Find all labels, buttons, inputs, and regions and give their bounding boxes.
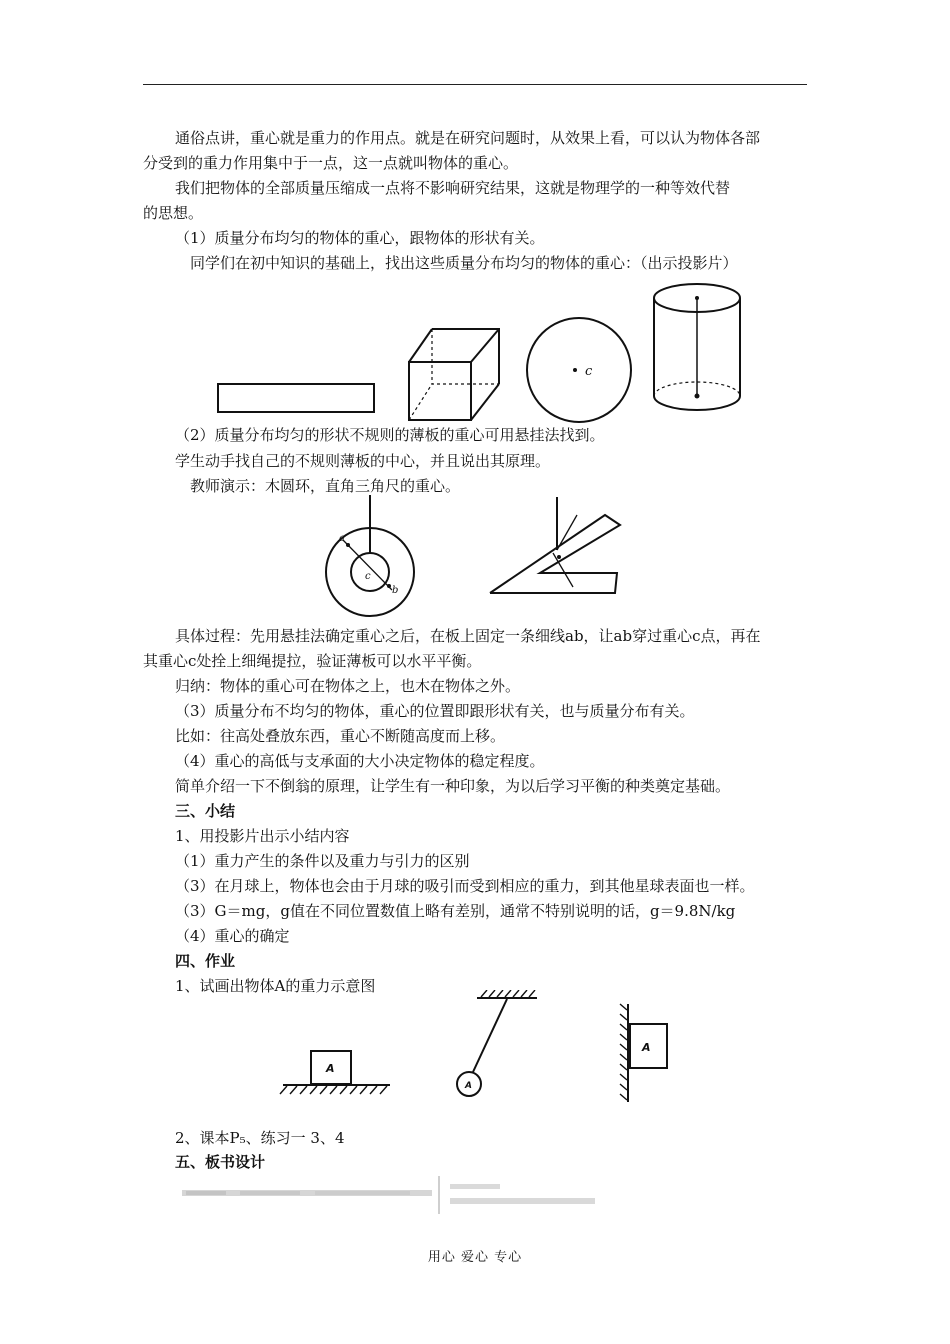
ring-label-b: b	[392, 585, 399, 596]
paragraph-line: （3）G＝mg，g值在不同位置数值上略有差别，通常不特别说明的话，g＝9.8N/kg	[175, 902, 736, 920]
wooden-ring	[326, 495, 414, 616]
paragraph-line: 1、用投影片出示小结内容	[175, 827, 350, 845]
paragraph-line: （4）重心的高低与支承面的大小决定物体的稳定程度。	[175, 752, 545, 770]
paragraph-line: （3）质量分布不均匀的物体，重心的位置即跟形状有关，也与质量分布有关。	[175, 702, 695, 720]
paragraph-line: 简单介绍一下不倒翁的原理，让学生有一种印象，为以后学习平衡的种类奠定基础。	[175, 777, 731, 795]
paragraph-line: 具体过程：先用悬挂法确定重心之后，在板上固定一条细线ab，让ab穿过重心c点，再在	[175, 627, 761, 645]
sphere-shape	[527, 318, 631, 422]
cylinder-shape	[654, 284, 740, 410]
paragraph-line: 归纳：物体的重心可在物体之上，也木在物体之外。	[175, 677, 521, 695]
bar-shape	[218, 384, 374, 412]
homework-figure	[275, 990, 675, 1110]
section-heading: 五、板书设计	[175, 1153, 266, 1171]
paragraph-line: 的思想。	[143, 204, 204, 222]
paragraph-line: （4）重心的确定	[175, 927, 290, 945]
ball-label: A	[465, 1081, 472, 1091]
section-heading: 三、小结	[175, 802, 236, 820]
page-footer: 用心 爱心 专心	[427, 1250, 523, 1265]
sphere-center-label: c	[585, 364, 593, 379]
header-rule	[143, 84, 807, 85]
paragraph-line: 2、课本P₅、练习一 3、4	[175, 1129, 345, 1147]
block-label: A	[326, 1062, 335, 1075]
ring-label-c: c	[365, 571, 371, 582]
board-design-image	[180, 1174, 600, 1216]
paragraph-line: 1、试画出物体A的重力示意图	[175, 977, 376, 995]
paragraph-line: 学生动手找自己的不规则薄板的中心，并且说出其原理。	[175, 452, 551, 470]
block-on-ground	[283, 1051, 390, 1085]
uniform-shapes-figure	[200, 278, 760, 423]
suspension-method-figure	[315, 495, 635, 620]
paragraph-line: 教师演示：木圆环，直角三角尺的重心。	[190, 477, 461, 495]
wall-block-label: A	[642, 1041, 651, 1054]
paragraph-line: 通俗点讲，重心就是重力的作用点。就是在研究问题时，从效果上看，可以认为物体各部	[175, 129, 761, 147]
paragraph-line: 其重心c处拴上细绳提拉，验证薄板可以水平平衡。	[143, 652, 482, 670]
paragraph-line: 比如：往高处叠放东西，重心不断随高度而上移。	[175, 727, 506, 745]
paragraph-line: （1）质量分布均匀的物体的重心，跟物体的形状有关。	[175, 229, 545, 247]
paragraph-line: 同学们在初中知识的基础上，找出这些质量分布均匀的物体的重心：（出示投影片）	[190, 254, 738, 272]
section-heading: 四、作业	[175, 952, 236, 970]
paragraph-line: 我们把物体的全部质量压缩成一点将不影响研究结果，这就是物理学的一种等效代替	[175, 179, 731, 197]
paragraph-line: 分受到的重力作用集中于一点，这一点就叫物体的重心。	[143, 154, 519, 172]
triangle-ruler	[490, 497, 620, 593]
paragraph-line: （3）在月球上，物体也会由于月球的吸引而受到相应的重力，到其他星球表面也一样。	[175, 877, 755, 895]
paragraph-line: （1）重力产生的条件以及重力与引力的区别	[175, 852, 470, 870]
cube-shape	[409, 329, 499, 420]
paragraph-line: （2）质量分布均匀的形状不规则的薄板的重心可用悬挂法找到。	[175, 426, 605, 444]
ring-label-a: a	[339, 533, 345, 544]
